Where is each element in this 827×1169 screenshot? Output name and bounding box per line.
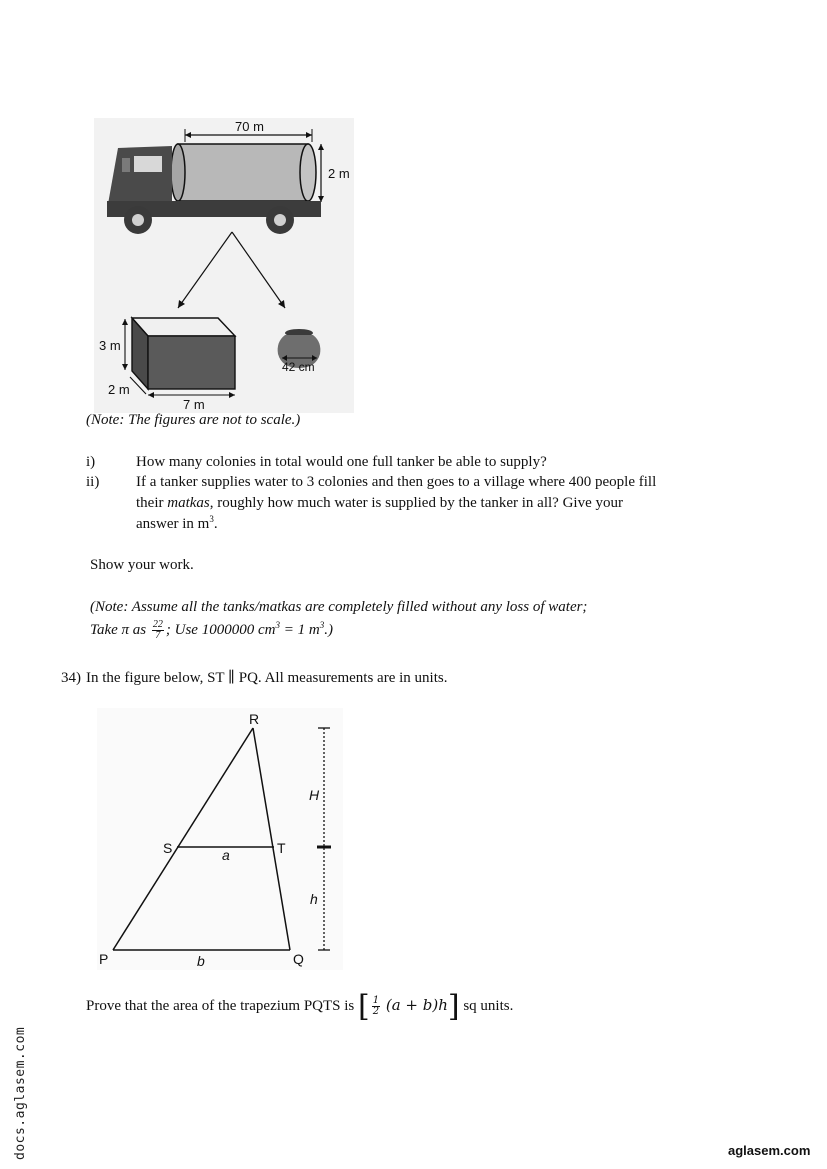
matka-diameter-label: 42 cm <box>282 360 315 374</box>
side-a-label: a <box>222 847 230 863</box>
part-ii-number: ii) <box>86 474 100 490</box>
tank-length-label: 7 m <box>183 397 205 412</box>
note-use: ; Use 1000000 cm <box>165 622 276 638</box>
height-h-label: h <box>310 891 318 907</box>
note-end: .) <box>324 622 333 638</box>
part-ii-line2-post: , roughly how much water is supplied by the tanker in all? Give your <box>209 495 623 511</box>
part-ii-line3-end: . <box>213 516 218 532</box>
half-den: 2 <box>372 1006 380 1018</box>
triangle-figure <box>95 708 345 970</box>
vertex-Q-label: Q <box>293 951 304 967</box>
side-b-label: b <box>197 953 205 969</box>
height-H-label: H <box>309 787 320 803</box>
part-ii-line2-pre: their <box>136 495 168 511</box>
footer-brand[interactable]: aglasem.com <box>728 1143 811 1158</box>
prove-pre: Prove that the area of the trapezium PQTS is <box>86 998 355 1014</box>
part-i-number: i) <box>86 454 96 470</box>
vertex-P-label: P <box>99 951 109 967</box>
half-num: 1 <box>372 995 380 1007</box>
part-ii-line3: answer in m <box>136 516 210 532</box>
note-eq: = 1 m <box>279 622 320 638</box>
tank-height-label: 3 m <box>99 338 121 353</box>
pi-frac-num: 22 <box>152 619 163 631</box>
pi-fraction <box>152 620 164 641</box>
show-work: Show your work. <box>90 557 194 573</box>
tanker-figure <box>90 118 360 413</box>
note-sup2: 3 <box>319 620 325 630</box>
prove-expression: (a + b)h <box>385 996 448 1014</box>
assume-note-line2 <box>90 620 333 641</box>
figure-note: (Note: The figures are not to scale.) <box>86 412 301 428</box>
q34-number: 34) <box>61 670 81 686</box>
part-ii-text-line3 <box>136 514 218 534</box>
vertex-S-label: S <box>163 840 173 856</box>
side-watermark <box>13 1027 28 1160</box>
tanker-length-label: 70 m <box>235 119 264 134</box>
part-i-text: How many colonies in total would one full tanker be able to supply? <box>136 454 547 470</box>
side-url: docs.aglasem.com <box>13 1026 28 1160</box>
part-ii-text-line1: If a tanker supplies water to 3 colonies and then goes to a village where 400 people fill <box>136 474 657 490</box>
left-bracket: [ <box>358 988 370 1024</box>
q34-prompt: In the figure below, ST ∥ PQ. All measurements are in units. <box>86 670 448 686</box>
part-ii-text-line2 <box>136 493 623 513</box>
part-ii-line2-ital: matkas <box>167 495 210 511</box>
vertex-R-label: R <box>249 711 260 727</box>
q34-prove <box>86 988 513 1023</box>
assume-note-line1: (Note: Assume all the tanks/matkas are completely filled without any loss of water; <box>90 599 588 615</box>
tanker-diameter-label: 2 m <box>328 166 350 181</box>
pi-frac-den: 7 <box>155 630 161 642</box>
part-ii-line3-sup: 3 <box>209 514 214 524</box>
note-take: Take π as <box>90 622 147 638</box>
note-sup1: 3 <box>275 620 280 630</box>
vertex-T-label: T <box>277 840 286 856</box>
half-fraction <box>372 996 380 1017</box>
prove-post: sq units. <box>463 998 514 1014</box>
tank-width-label: 2 m <box>108 382 130 397</box>
right-bracket: ] <box>447 988 460 1024</box>
